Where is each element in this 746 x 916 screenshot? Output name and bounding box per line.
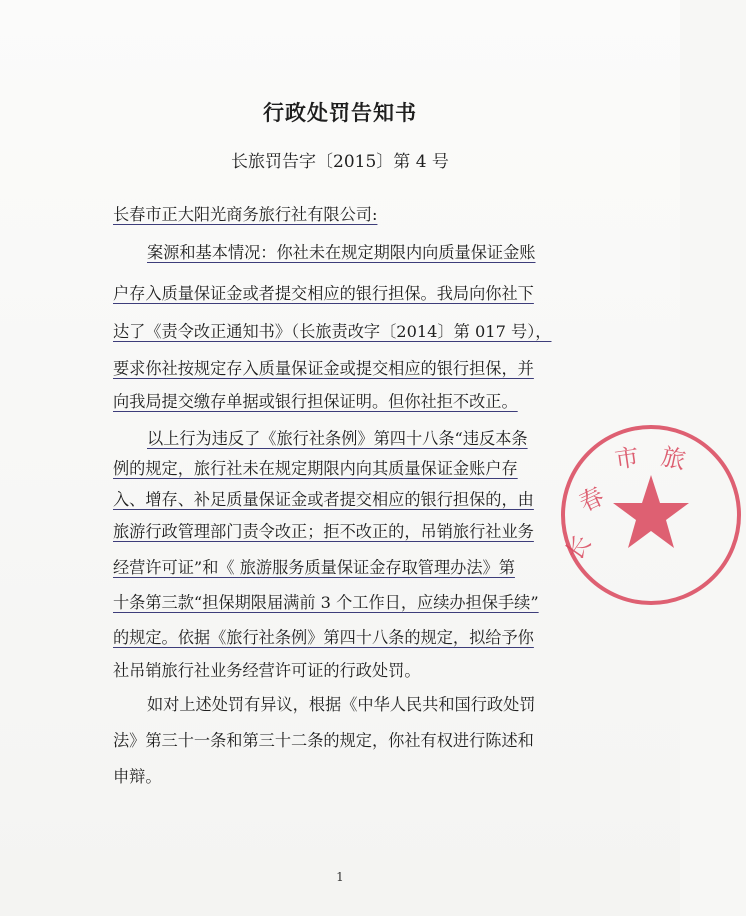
paragraph-line: 向我局提交缴存单据或银行担保证明。但你社拒不改正。 — [113, 392, 518, 411]
paragraph-line: 的规定。依据《旅行社条例》第四十八条的规定，拟给予你 — [113, 628, 534, 647]
recipient: 长春市正大阳光商务旅行社有限公司: — [113, 205, 378, 224]
paragraph-line: 经营许可证”和《 旅游服务质量保证金存取管理办法》第 — [113, 558, 515, 577]
seal-char: 长 — [559, 529, 597, 566]
seal-char: 春 — [574, 481, 609, 518]
document-number: 长旅罚告字〔2015〕第 4 号 — [231, 152, 449, 172]
paragraph-line: 十条第三款“担保期限届满前 3 个工作日，应续办担保手续” — [113, 593, 539, 612]
paragraph-line: 达了《责令改正通知书》（长旅责改字〔2014〕第 017 号）， — [113, 322, 552, 341]
paragraph-line: 入、增存、补足质量保证金或者提交相应的银行担保的，由 — [113, 490, 534, 509]
seal-char: 市 — [612, 442, 641, 474]
official-seal — [556, 420, 746, 610]
paragraph-line: 社吊销旅行社业务经营许可证的行政处罚。 — [113, 661, 421, 680]
paragraph-line: 法》第三十一条和第三十二条的规定，你社有权进行陈述和 — [113, 731, 534, 750]
paragraph-line: 申辩。 — [113, 767, 162, 786]
paragraph-line: 例的规定，旅行社未在规定期限内向其质量保证金账户存 — [113, 459, 518, 478]
seal-star-icon — [613, 475, 689, 548]
paragraph-line: 户存入质量保证金或者提交相应的银行担保。我局向你社下 — [113, 284, 534, 303]
paragraph-line: 以上行为违反了《旅行社条例》第四十八条“违反本条 — [147, 429, 528, 448]
paragraph-line: 要求你社按规定存入质量保证金或提交相应的银行担保，并 — [113, 359, 534, 378]
paragraph-line: 如对上述处罚有异议，根据《中华人民共和国行政处罚 — [147, 695, 536, 714]
paragraph-line: 案源和基本情况：你社未在规定期限内向质量保证金账 — [147, 243, 536, 262]
paragraph-line: 旅游行政管理部门责令改正；拒不改正的，吊销旅行社业务 — [113, 522, 534, 541]
page-number: 1 — [336, 870, 344, 884]
seal-char: 旅 — [658, 442, 689, 475]
document-title: 行政处罚告知书 — [263, 100, 417, 125]
